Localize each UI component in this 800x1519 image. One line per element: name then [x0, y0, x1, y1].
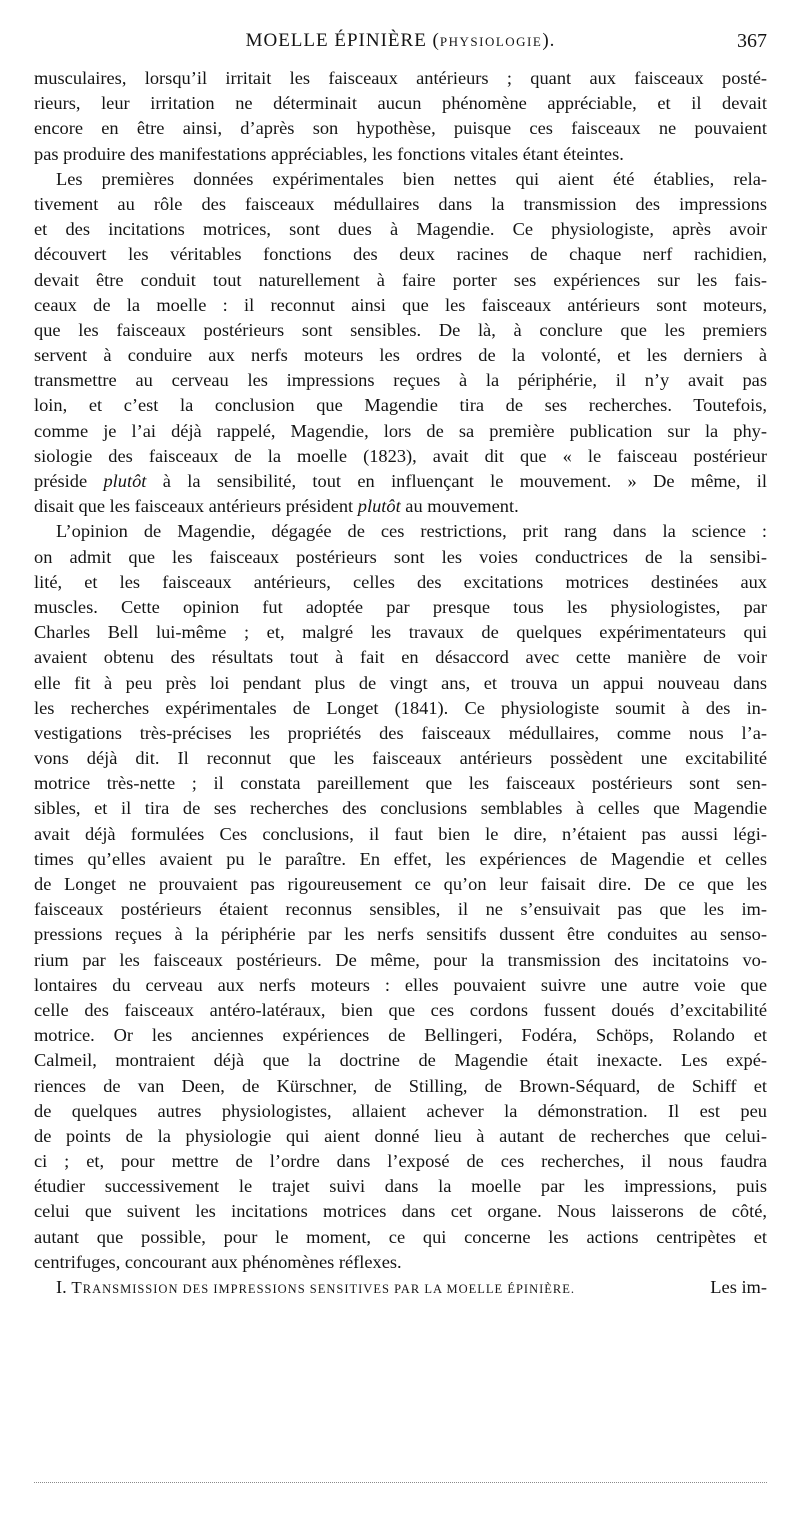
section-heading: TRANSMISSION DES IMPRESSIONS SENSITIVES PAR LA MOELLE ÉPINIÈRE. — [71, 1278, 575, 1297]
text-line: encore en être ainsi, d’après son hypothèse, puisque ces faisceaux ne pouvaient — [34, 118, 767, 139]
text-line: disait que les faisceaux antérieurs président plutôt au mouvement. — [34, 496, 519, 517]
paragraph-1 — [34, 66, 767, 167]
text-line: loin, et c’est la conclusion que Magendie tira de ses recherches. Toutefois, — [34, 395, 767, 416]
text-line: lontaires du cerveau aux nerfs moteurs : elles pouvaient suivre une autre voie que — [34, 974, 767, 995]
text-line: rium par les faisceaux postérieurs. De même, pour la transmission des incitatoins vo- — [34, 949, 767, 970]
document-page — [34, 0, 767, 1519]
footer-dotted-rule — [34, 1482, 767, 1483]
text-line: Calmeil, montraient déjà que la doctrine de Magendie était inexacte. Les expé- — [34, 1050, 767, 1071]
paragraph-2 — [34, 167, 767, 520]
text-line: avait déjà formulées Ces conclusions, il faut bien le dire, n’étaient pas aussi légi- — [34, 823, 767, 844]
text-line: de quelques autres physiologistes, allaient achever la démonstration. Il est peu — [34, 1100, 767, 1121]
running-title-main: MOELLE ÉPINIÈRE ( — [245, 30, 440, 51]
text-line: motrice très-nette ; il constata pareillement que les faisceaux postérieurs sont sen- — [34, 773, 767, 794]
text-line: et des incitations motrices, sont dues à Magendie. Ce physiologiste, après avoir — [34, 219, 767, 240]
running-title-end: ). — [542, 30, 556, 51]
section-number: I. — [56, 1277, 67, 1297]
section-heading-line — [34, 1275, 767, 1300]
text-line: découvert les véritables fonctions des deux racines de chaque nerf rachidien, — [34, 244, 767, 265]
text-line: on admit que les faisceaux postérieurs sont les voies conductrices de la sensibi- — [34, 546, 767, 567]
text-line: centrifuges, concourant aux phénomènes réflexes. — [34, 1251, 402, 1272]
italic-word: plutôt — [357, 496, 401, 517]
text-line: L’opinion de Magendie, dégagée de ces restrictions, prit rang dans la science : — [56, 521, 767, 542]
text-line: de Longet ne prouvaient pas rigoureusement ce qu’on leur faisait dire. De ce que les — [34, 874, 767, 894]
text-line: riences de van Deen, de Kürschner, de Stilling, de Brown-Séquard, de Schiff et — [34, 1075, 767, 1096]
text-line: vons déjà dit. Il reconnut que les faisceaux antérieurs possèdent une excitabilité — [34, 748, 767, 769]
section-continuation: Les im- — [710, 1277, 767, 1297]
text-line: avaient obtenu des résultats tout à fait en désaccord avec cette manière de voir — [34, 647, 767, 668]
running-title-small: PHYSIOLOGIE — [439, 34, 543, 49]
text-line: étudier successivement le trajet suivi dans la moelle par les impressions, puis — [34, 1176, 767, 1197]
text-line: de points de la physiologie qui aient donné lieu à autant de recherches que celui- — [34, 1125, 767, 1146]
text-line: les recherches expérimentales de Longet (1841). Ce physiologiste soumit à des in- — [34, 697, 767, 718]
paragraph-3 — [34, 519, 767, 1275]
text-line: celle des faisceaux antéro-latéraux, bien que ces cordons fussent doués d’excitabilité — [34, 999, 767, 1020]
text-line: celui que suivent les incitations motrices dans cet organe. Nous laisserons de côté, — [34, 1201, 767, 1222]
italic-word: plutôt — [103, 471, 147, 491]
page-number: 367 — [737, 30, 767, 52]
text-line: ci ; et, pour mettre de l’ordre dans l’exposé de ces recherches, il nous faudra — [34, 1151, 767, 1172]
text-line: muscles. Cette opinion fut adoptée par presque tous les physiologistes, par — [34, 596, 767, 617]
text-line: lité, et les faisceaux antérieurs, celles des excitations motrices destinées aux — [34, 571, 767, 592]
text-line: vestigations très-précises les propriétés des faisceaux médullaires, comme nous l’a- — [34, 722, 767, 743]
running-header — [34, 30, 767, 60]
text-line: faisceaux postérieurs étaient reconnus sensibles, il ne s’ensuivait pas que les im- — [34, 899, 767, 920]
text-line: Charles Bell lui-même ; et, malgré les travaux de quelques expérimentateurs qui — [34, 622, 767, 643]
text-line: times qu’elles avaient pu le paraître. En effet, les expériences de Magendie et celles — [34, 848, 767, 869]
text-line: siologie des faisceaux de la moelle (1823), avait dit que « le faisceau postérieur — [34, 445, 767, 466]
text-line: motrice. Or les anciennes expériences de Bellingeri, Fodéra, Schöps, Rolando et — [34, 1025, 767, 1046]
text-line: musculaires, lorsqu’il irritait les faisceaux antérieurs ; quant aux faisceaux posté- — [34, 68, 767, 88]
text-line: devait être conduit tout naturellement à faire porter ses expériences sur les fais- — [34, 269, 767, 290]
body-text — [34, 66, 767, 1300]
text-line: tivement au rôle des faisceaux médullaires dans la transmission des impressions — [34, 193, 767, 214]
text-line: autant que possible, pour le moment, ce qui concerne les actions centripètes et — [34, 1226, 767, 1247]
text-line: transmettre au cerveau les impressions reçues à la périphérie, il n’y avait pas — [34, 370, 767, 391]
text-line: préside plutôt à la sensibilité, tout en influençant le mouvement. » De même, il — [34, 471, 767, 491]
text-line: rieurs, leur irritation ne déterminait aucun phénomène appréciable, et il devait — [34, 93, 767, 114]
text-line: pressions reçues à la périphérie par les nerfs sensitifs dussent être conduites au senso- — [34, 924, 767, 945]
text-line: ceaux de la moelle : il reconnut ainsi que les faisceaux antérieurs sont moteurs, — [34, 294, 767, 315]
text-line: elle fit à peu près loi pendant plus de vingt ans, et trouva un appui nouveau dans — [34, 672, 767, 693]
text-line: servent à conduire aux nerfs moteurs les ordres de la volonté, et les derniers à — [34, 345, 767, 366]
running-title — [34, 30, 767, 52]
text-line: Les premières données expérimentales bien nettes qui aient été établies, rela- — [56, 168, 767, 189]
text-line: sibles, et il tira de ses recherches des conclusions semblables à celles que Magendie — [34, 798, 767, 819]
text-line: pas produire des manifestations appréciables, les fonctions vitales étant éteintes. — [34, 143, 624, 164]
text-line: que les faisceaux postérieurs sont sensibles. De là, à conclure que les premiers — [34, 319, 767, 340]
text-line: comme je l’ai déjà rappelé, Magendie, lors de sa première publication sur la phy- — [34, 420, 767, 441]
